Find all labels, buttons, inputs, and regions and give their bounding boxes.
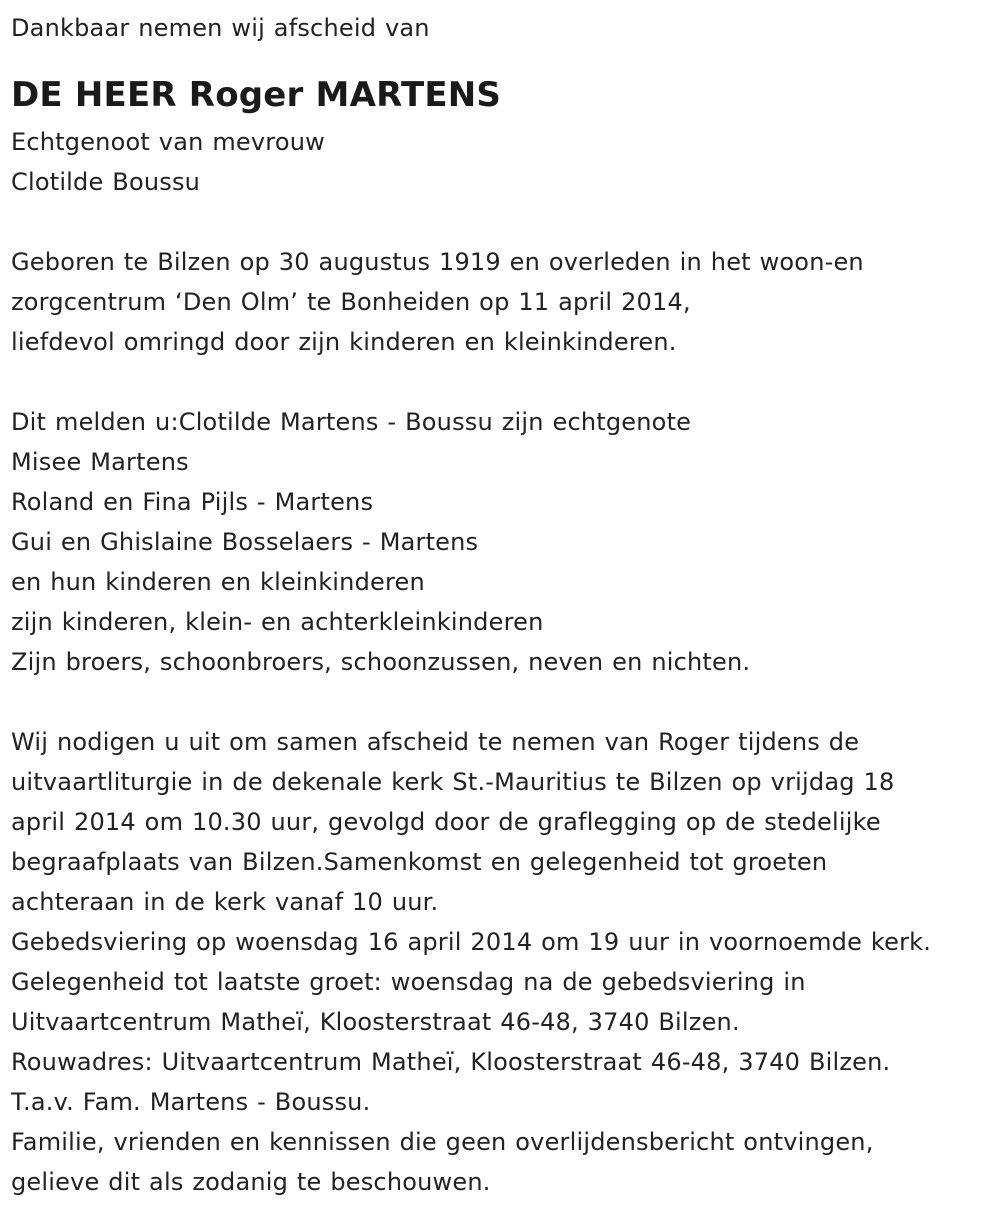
ceremony-line: T.a.v. Fam. Martens - Boussu. — [11, 1088, 371, 1116]
family-line: Roland en Fina Pijls - Martens — [11, 488, 374, 516]
family-line: Gui en Ghislaine Bosselaers - Martens — [11, 528, 479, 556]
family-line: zijn kinderen, klein- en achterkleinkinderen — [11, 608, 544, 636]
family-line: en hun kinderen en kleinkinderen — [11, 568, 425, 596]
ceremony-line: gelieve dit als zodanig te beschouwen. — [11, 1168, 491, 1196]
birth-death-line: zorgcentrum ‘Den Olm’ te Bonheiden op 11 april 2014, — [11, 288, 691, 316]
spouse-block — [11, 122, 1000, 202]
ceremony-line: Rouwadres: Uitvaartcentrum Matheï, Kloosterstraat 46-48, 3740 Bilzen. — [11, 1048, 891, 1076]
ceremony-line: Gebedsviering op woensdag 16 april 2014 om 19 uur in voornoemde kerk. — [11, 928, 932, 956]
ceremony-line: achteraan in de kerk vanaf 10 uur. — [11, 888, 439, 916]
family-block — [11, 402, 1000, 682]
birth-death-line: liefdevol omringd door zijn kinderen en kleinkinderen. — [11, 328, 677, 356]
ceremony-line: Uitvaartcentrum Matheï, Kloosterstraat 46-48, 3740 Bilzen. — [11, 1008, 740, 1036]
spouse-line: Echtgenoot van mevrouw — [11, 128, 325, 156]
paragraph-gap — [11, 362, 1000, 402]
birth-death-block — [11, 242, 1000, 362]
ceremony-block — [11, 722, 1000, 1202]
ceremony-line: Familie, vrienden en kennissen die geen overlijdensbericht ontvingen, — [11, 1128, 874, 1156]
family-line: Dit melden u:Clotilde Martens - Boussu zijn echtgenote — [11, 408, 692, 436]
ceremony-line: april 2014 om 10.30 uur, gevolgd door de graflegging op de stedelijke — [11, 808, 881, 836]
spouse-line: Clotilde Boussu — [11, 168, 201, 196]
family-line: Misee Martens — [11, 448, 189, 476]
birth-death-line: Geboren te Bilzen op 30 augustus 1919 en overleden in het woon-en — [11, 248, 864, 276]
ceremony-line: begraafplaats van Bilzen.Samenkomst en gelegenheid tot groeten — [11, 848, 828, 876]
deceased-name: DE HEER Roger MARTENS — [11, 75, 502, 115]
ceremony-line: Gelegenheid tot laatste groet: woensdag na de gebedsviering in — [11, 968, 806, 996]
family-line: Zijn broers, schoonbroers, schoonzussen, neven en nichten. — [11, 648, 751, 676]
ceremony-line: Wij nodigen u uit om samen afscheid te nemen van Roger tijdens de — [11, 728, 860, 756]
ceremony-line: uitvaartliturgie in de dekenale kerk St.-Mauritius te Bilzen op vrijdag 18 — [11, 768, 895, 796]
paragraph-gap — [11, 682, 1000, 722]
paragraph-gap — [11, 202, 1000, 242]
intro-text: Dankbaar nemen wij afscheid van — [11, 14, 430, 42]
